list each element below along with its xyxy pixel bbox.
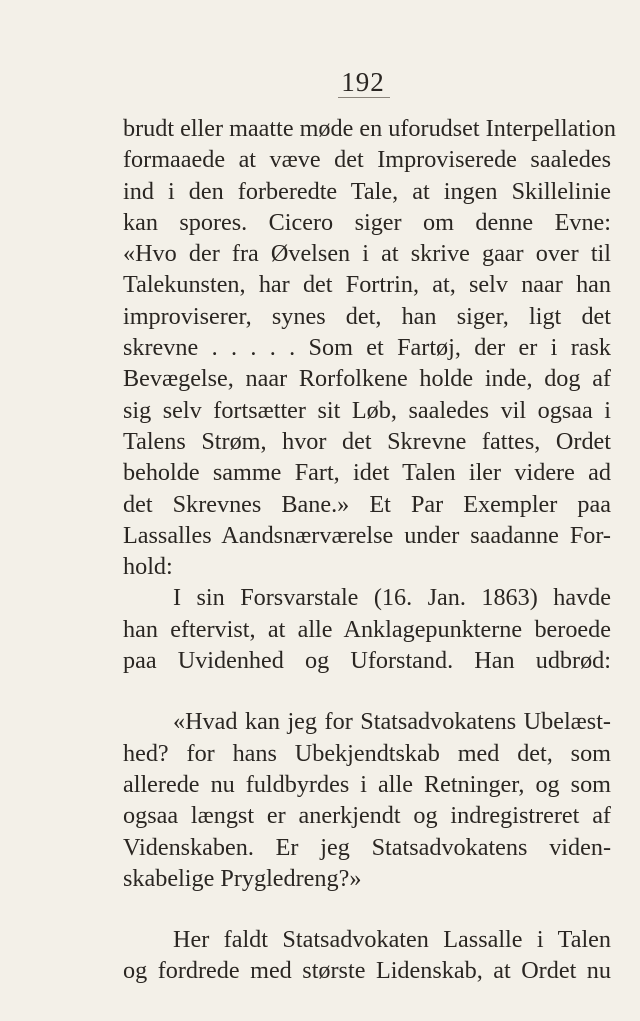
body-text <box>123 113 616 987</box>
text-line: og fordrede med største Lidenskab, at Ordet nu <box>123 957 611 985</box>
text-line: paa Uvidenhed og Uforstand. Han udbrød: <box>123 647 611 675</box>
text-line: sig selv fortsætter sit Løb, saaledes vil ogsaa i <box>123 396 611 424</box>
text-line: «Hvo der fra Øvelsen i at skrive gaar over til <box>123 240 611 268</box>
paragraph-gap <box>123 894 611 924</box>
text-line: kan spores. Cicero siger om denne Evne: <box>123 208 611 236</box>
quote-line: «Hvad kan jeg for Statsadvokatens Ubelæst- <box>173 708 611 736</box>
text-line: Lassalles Aandsnærværelse under saadanne For- <box>123 521 611 549</box>
text-line: formaaede at væve det Improviserede saaledes <box>123 146 611 174</box>
quote-line: skabelige Prygledreng?» <box>123 864 362 892</box>
page-number-rule <box>338 97 390 98</box>
quote-line: allerede nu fuldbyrdes i alle Retninger, og som <box>123 770 611 798</box>
quote-line: ogsaa længst er anerkjendt og indregistreret af <box>123 802 611 830</box>
page-number: 192 <box>341 67 385 97</box>
text-line: Her faldt Statsadvokaten Lassalle i Talen <box>173 926 611 954</box>
text-line: han eftervist, at alle Anklagepunkterne beroede <box>123 615 611 643</box>
text-line: improviserer, synes det, han siger, ligt det <box>123 302 611 330</box>
text-line: I sin Forsvarstale (16. Jan. 1863) havde <box>173 584 611 612</box>
text-line: brudt eller maatte møde en uforudset Interpellation <box>123 115 616 142</box>
text-line: det Skrevnes Bane.» Et Par Exempler paa <box>123 490 611 518</box>
quote-line: Videnskaben. Er jeg Statsadvokatens viden- <box>123 833 611 861</box>
text-line: ind i den forberedte Tale, at ingen Skillelinie <box>123 177 611 205</box>
text-line: Talekunsten, har det Fortrin, at, selv naar han <box>123 271 611 299</box>
text-line: skrevne . . . . . Som et Fartøj, der er i rask <box>123 334 611 362</box>
text-line: beholde samme Fart, idet Talen iler videre ad <box>123 459 611 487</box>
quote-line: hed? for hans Ubekjendtskab med det, som <box>123 739 611 767</box>
text-line: Talens Strøm, hvor det Skrevne fattes, Ordet <box>123 427 611 455</box>
paragraph-gap <box>123 676 611 706</box>
text-line: hold: <box>123 553 173 581</box>
text-line: Bevægelse, naar Rorfolkene holde inde, dog af <box>123 365 611 393</box>
